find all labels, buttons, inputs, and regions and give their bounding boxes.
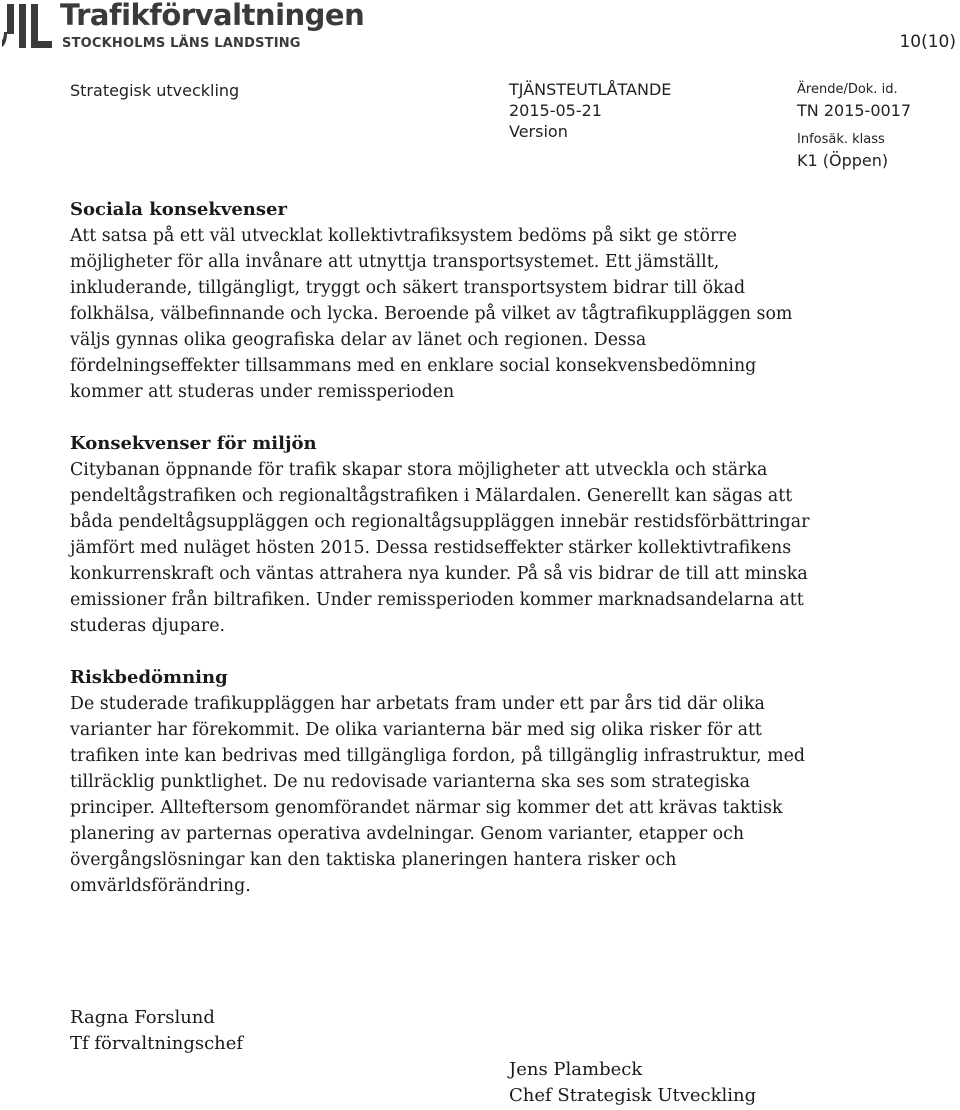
section-risk bbox=[70, 665, 810, 899]
section-environment bbox=[70, 431, 810, 639]
signatory-name: Ragna Forslund bbox=[70, 1007, 215, 1028]
signatory-name: Jens Plambeck bbox=[509, 1059, 643, 1080]
letterhead-logo bbox=[0, 0, 365, 54]
case-info bbox=[797, 79, 911, 171]
section-paragraph: Att satsa på ett väl utvecklat kollektivtrafiksystem bedöms på sikt ge större möjligheter för alla invånare att utnyttja transportsystemet. Ett jämställt, inkluderande, tillgängligt, tryggt och säkert transportsystem bidrar till ökad folkhälsa, välbefinnande och lycka. Beroende på vilket av tågtrafikuppläggen som väljs gynnas olika geografiska delar av länet och regionen. Dessa fördelningseffekter tillsammans med en enklare social konsekvensbedömning kommer att studeras under remissperioden bbox=[70, 226, 793, 402]
case-id-label: Ärende/Dok. id. bbox=[797, 82, 898, 97]
org-subtitle: STOCKHOLMS LÄNS LANDSTING bbox=[62, 36, 301, 51]
section-heading: Konsekvenser för miljön bbox=[70, 433, 317, 454]
classification: K1 (Öppen) bbox=[797, 151, 889, 170]
page-number: 10(10) bbox=[899, 32, 956, 52]
classification-label: Infosäk. klass bbox=[797, 132, 885, 147]
case-id: TN 2015-0017 bbox=[797, 101, 912, 120]
document-date: 2015-05-21 bbox=[509, 101, 602, 120]
document-type: TJÄNSTEUTLÅTANDE bbox=[509, 80, 672, 99]
signatory-title: Chef Strategisk Utveckling bbox=[509, 1085, 757, 1106]
document-body bbox=[70, 197, 810, 925]
section-paragraph: De studerade trafikuppläggen har arbetats fram under ett par års tid där olika varianter har förekommit. De olika varianterna bär med sig olika risker för att trafiken inte kan bedrivas med tillgängliga fordon, på tillgänglig infrastruktur, med tillräcklig punktlighet. De nu redovisade varianterna ska ses som strategiska principer. Allteftersom genomförandet närmar sig kommer det att krävas taktisk planering av parternas operativa avdelningar. Genom varianter, etapper och övergångslösningar kan den taktiska planeringen hantera risker och omvärldsförändring. bbox=[70, 694, 806, 896]
sll-logo-icon bbox=[2, 2, 54, 50]
section-heading: Riskbedömning bbox=[70, 667, 228, 688]
section-paragraph: Citybanan öppnande för trafik skapar stora möjligheter att utveckla och stärka pendeltågstrafiken och regionaltågstrafiken i Mälardalen. Generellt kan sägas att båda pendeltågsuppläggen och regionaltågsuppläggen innebär restidsförbättringar jämfört med nuläget hösten 2015. Dessa restidseffekter stärker kollektivtrafikens konkurrenskraft och väntas attrahera nya kunder. På så vis bidrar de till att minska emissioner från biltrafiken. Under remissperioden kommer marknadsandelarna att studeras djupare. bbox=[70, 460, 810, 636]
section-social bbox=[70, 197, 810, 405]
signature-block-right bbox=[509, 1057, 756, 1109]
department: Strategisk utveckling bbox=[70, 81, 240, 100]
org-name: Trafikförvaltningen bbox=[60, 0, 365, 32]
signatory-title: Tf förvaltningschef bbox=[70, 1033, 244, 1054]
document-version: Version bbox=[509, 122, 568, 141]
document-info bbox=[509, 79, 671, 142]
section-heading: Sociala konsekvenser bbox=[70, 199, 287, 220]
signature-block-left bbox=[70, 1005, 243, 1057]
